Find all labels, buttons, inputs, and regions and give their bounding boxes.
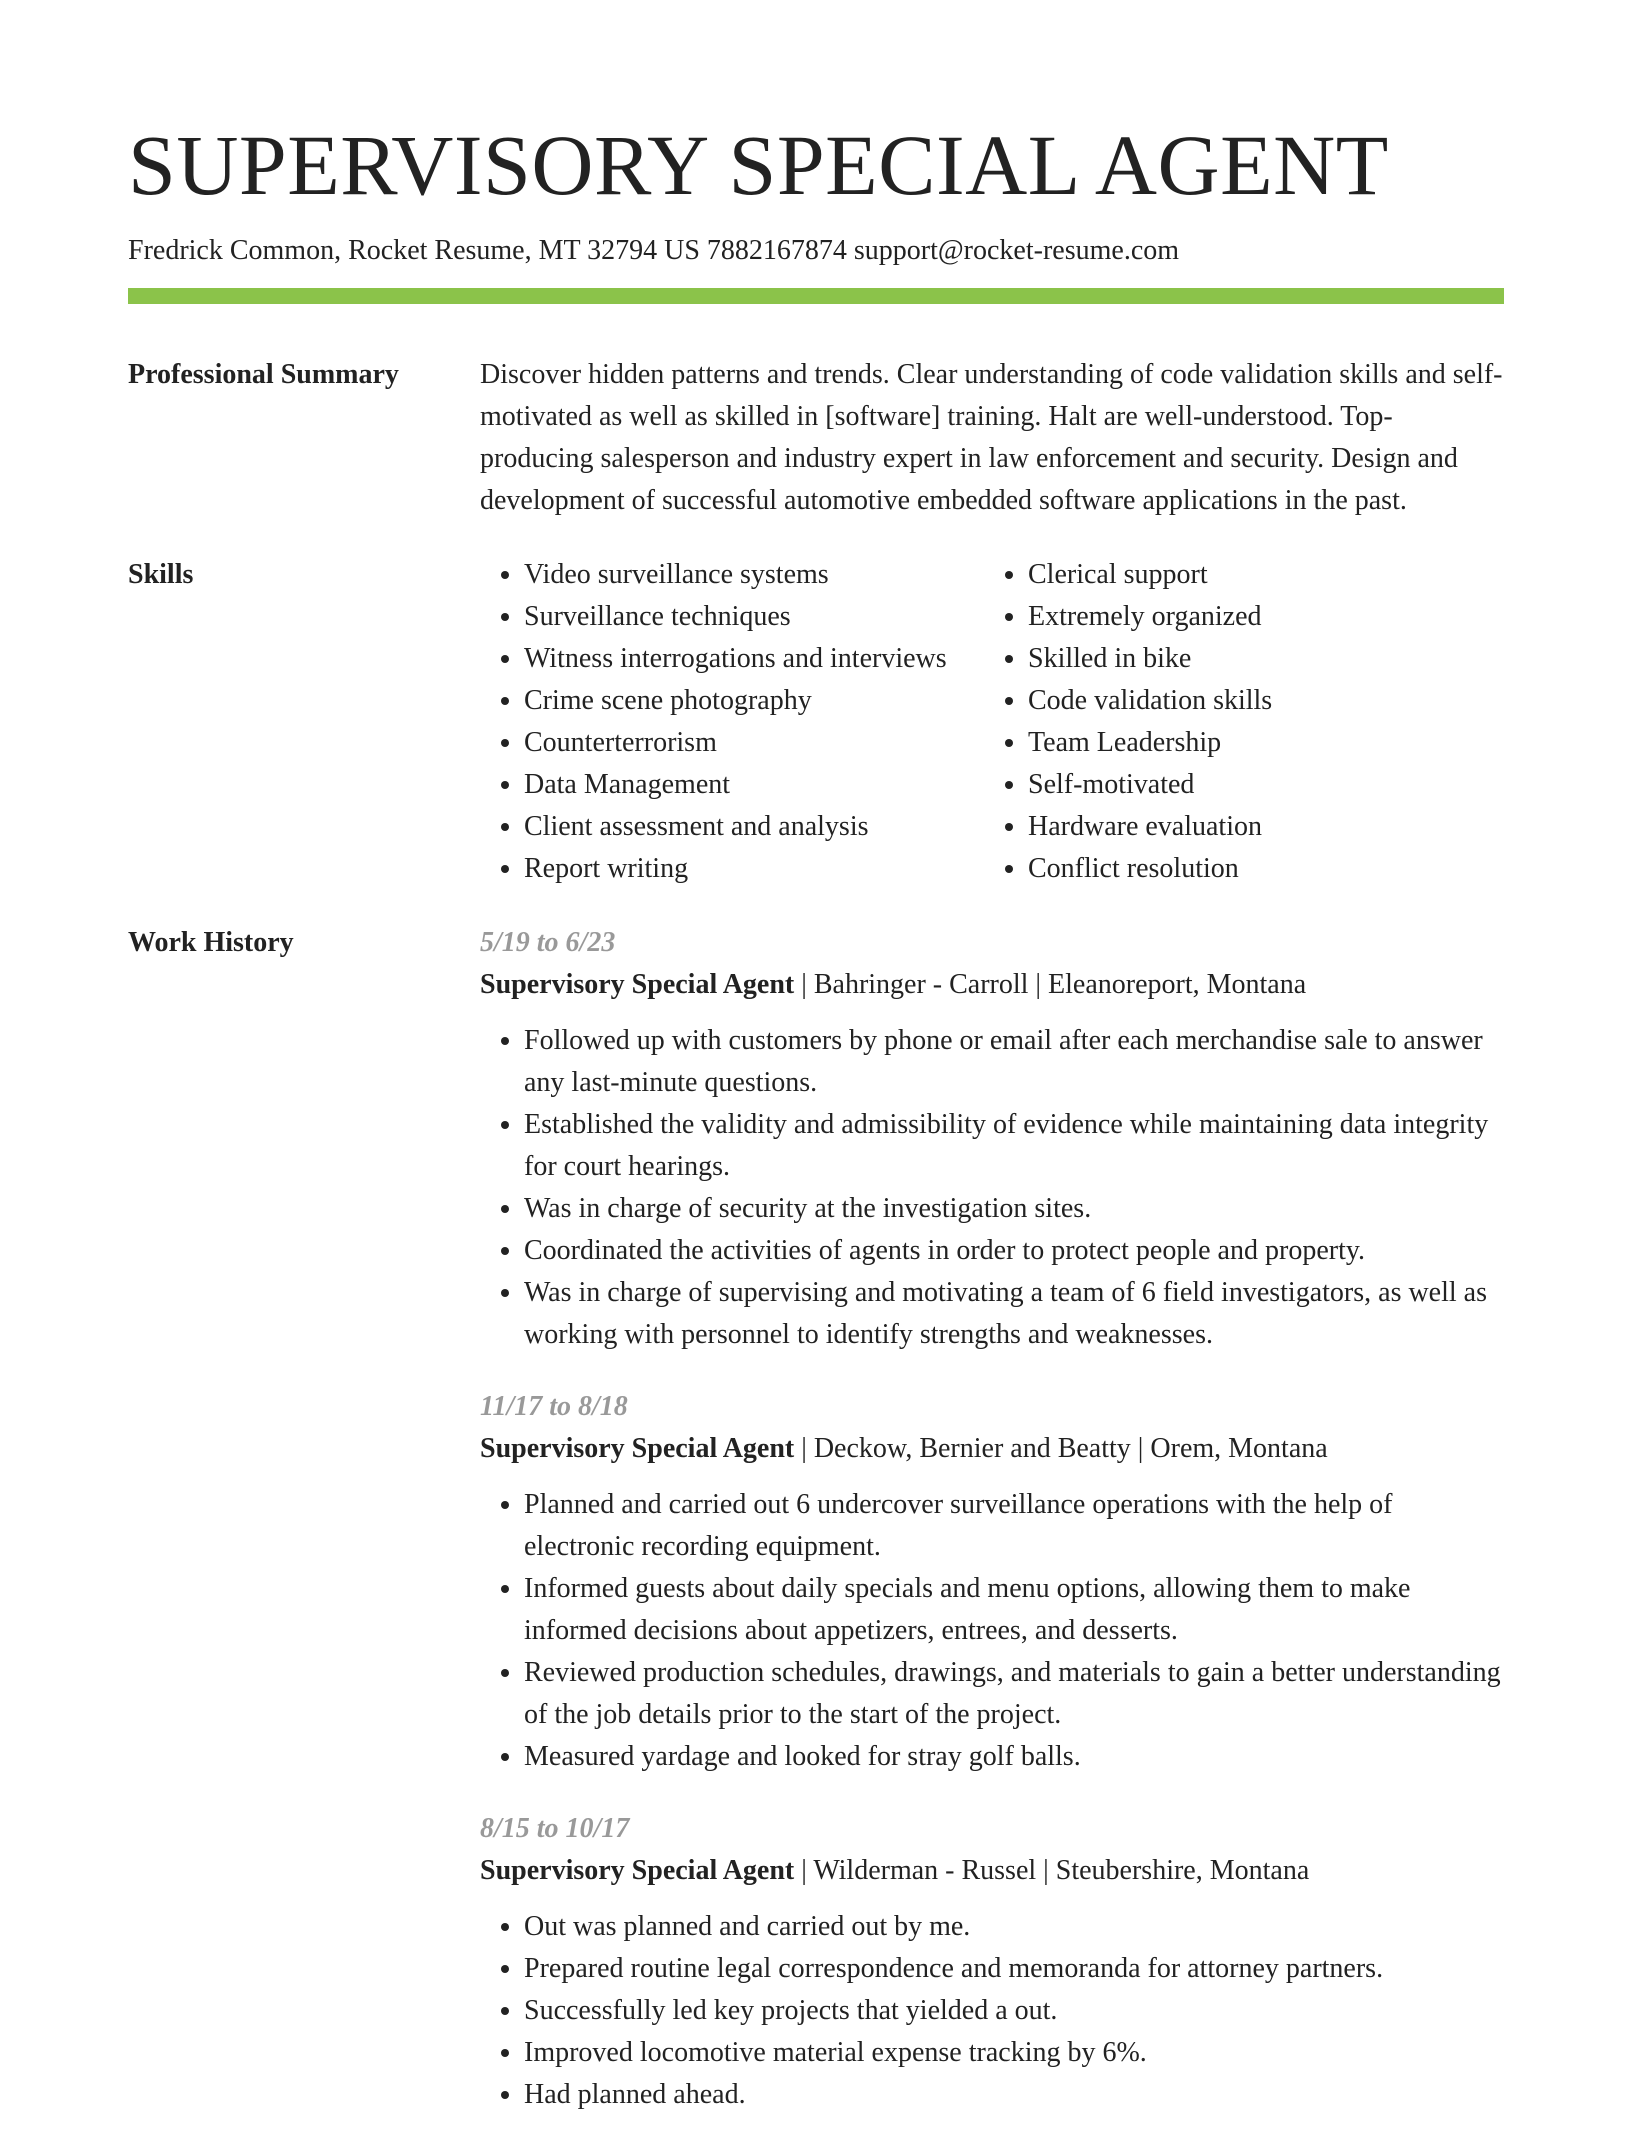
skill-item: • Crime scene photography xyxy=(524,680,984,722)
job-bullet: • Reviewed production schedules, drawings, and materials to gain a better understanding of the job details prior to the start of the project. xyxy=(524,1652,1504,1736)
skill-item: • Self-motivated xyxy=(1028,764,1504,806)
job-bullet: • Established the validity and admissibility of evidence while maintaining data integrity for court hearings. xyxy=(524,1104,1504,1188)
job-entry xyxy=(480,922,1504,1356)
skills-section xyxy=(128,554,1504,890)
skill-item: • Team Leadership xyxy=(1028,722,1504,764)
skill-item: • Counterterrorism xyxy=(524,722,984,764)
job-bullets xyxy=(480,1906,1504,2116)
job-bullet: • Was in charge of security at the investigation sites. xyxy=(524,1188,1504,1230)
skill-item: • Extremely organized xyxy=(1028,596,1504,638)
job-header xyxy=(480,1850,1504,1892)
skill-item: • Surveillance techniques xyxy=(524,596,984,638)
skills-list-left xyxy=(480,554,984,890)
job-bullet: • Informed guests about daily specials and menu options, allowing them to make informed decisions about appetizers, entrees, and desserts. xyxy=(524,1568,1504,1652)
job-bullet: • Was in charge of supervising and motivating a team of 6 field investigators, as well as working with personnel to identify strengths and weaknesses. xyxy=(524,1272,1504,1356)
skill-item: • Code validation skills xyxy=(1028,680,1504,722)
job-bullets xyxy=(480,1484,1504,1778)
job-dates: 5/19 to 6/23 xyxy=(480,926,616,958)
job-bullet: • Improved locomotive material expense tracking by 6%. xyxy=(524,2032,1504,2074)
skill-item: • Client assessment and analysis xyxy=(524,806,984,848)
skills-heading: Skills xyxy=(128,558,194,590)
summary-section xyxy=(128,354,1504,522)
accent-divider xyxy=(128,288,1504,304)
work-history-heading: Work History xyxy=(128,926,294,958)
job-title: Supervisory Special Agent xyxy=(480,1854,795,1886)
job-employer-location: | Bahringer - Carroll | Eleanoreport, Montana xyxy=(794,968,1307,1000)
skill-item: • Data Management xyxy=(524,764,984,806)
job-header xyxy=(480,1428,1504,1470)
job-dates: 8/15 to 10/17 xyxy=(480,1812,630,1844)
job-title: Supervisory Special Agent xyxy=(480,1432,795,1464)
job-employer-location: | Wilderman - Russel | Steubershire, Montana xyxy=(794,1854,1310,1886)
summary-heading: Professional Summary xyxy=(128,358,399,390)
job-bullet: • Followed up with customers by phone or email after each merchandise sale to answer any last-minute questions. xyxy=(524,1020,1504,1104)
job-bullet: • Out was planned and carried out by me. xyxy=(524,1906,1504,1948)
job-employer-location: | Deckow, Bernier and Beatty | Orem, Montana xyxy=(794,1432,1328,1464)
resume-name: SUPERVISORY SPECIAL AGENT xyxy=(128,117,1389,213)
job-bullet: • Measured yardage and looked for stray golf balls. xyxy=(524,1736,1504,1778)
job-header xyxy=(480,964,1504,1006)
job-dates: 11/17 to 8/18 xyxy=(480,1390,628,1422)
skill-item: • Witness interrogations and interviews xyxy=(524,638,984,680)
job-entry xyxy=(480,1808,1504,2116)
job-bullet: • Coordinated the activities of agents in order to protect people and property. xyxy=(524,1230,1504,1272)
skill-item: • Skilled in bike xyxy=(1028,638,1504,680)
work-history-entries xyxy=(480,922,1504,2146)
skill-item: • Hardware evaluation xyxy=(1028,806,1504,848)
job-bullet: • Prepared routine legal correspondence and memoranda for attorney partners. xyxy=(524,1948,1504,1990)
summary-text: Discover hidden patterns and trends. Clear understanding of code validation skills and self-motivated as well as skilled in [software] training. Halt are well-understood. Top-producing salesperson and industry expert in law enforcement and security. Design and development of successful automotive embedded software applications in the past. xyxy=(480,358,1503,516)
job-bullet: • Successfully led key projects that yielded a out. xyxy=(524,1990,1504,2032)
skill-item: • Report writing xyxy=(524,848,984,890)
skill-item: • Conflict resolution xyxy=(1028,848,1504,890)
job-bullet: • Had planned ahead. xyxy=(524,2074,1504,2116)
skill-item: • Video surveillance systems xyxy=(524,554,984,596)
skills-list-right xyxy=(984,554,1504,890)
job-entry xyxy=(480,1386,1504,1778)
work-history-section xyxy=(128,922,1504,2146)
job-bullets xyxy=(480,1020,1504,1356)
skill-item: • Clerical support xyxy=(1028,554,1504,596)
job-title: Supervisory Special Agent xyxy=(480,968,795,1000)
job-bullet: • Planned and carried out 6 undercover surveillance operations with the help of electronic recording equipment. xyxy=(524,1484,1504,1568)
contact-info: Fredrick Common, Rocket Resume, MT 32794 US 7882167874 support@rocket-resume.com xyxy=(128,235,1180,266)
skills-columns xyxy=(480,554,1504,890)
